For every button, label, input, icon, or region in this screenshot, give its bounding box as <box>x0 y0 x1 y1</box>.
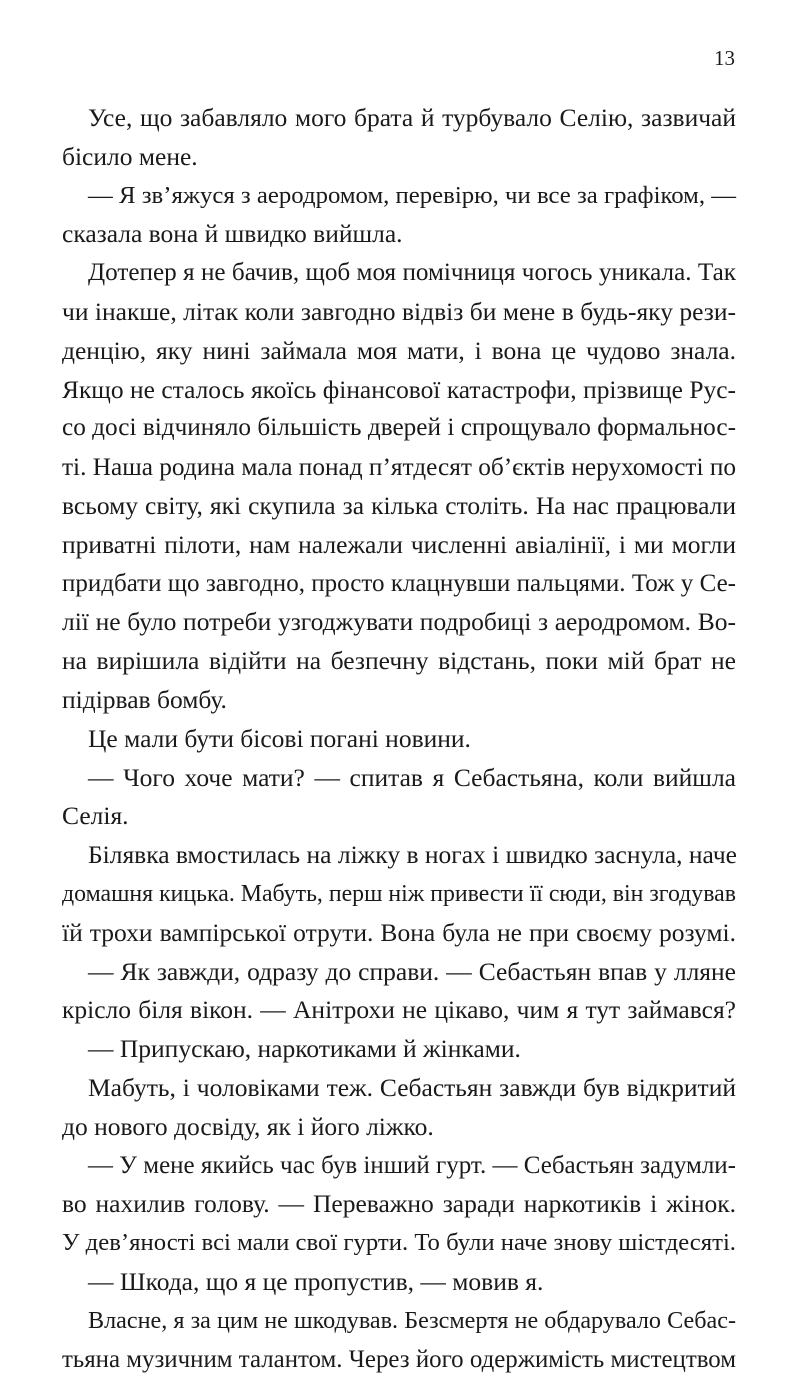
text-line: крісло біля вікон. — Анітрохи не цікаво, чим я тут займався? <box>62 991 736 1030</box>
text-line: Дотепер я не бачив, щоб моя помічниця чогось уникала. Так <box>88 254 736 293</box>
text-line: — У мене якийсь час був інший гурт. — Себастьян задумли- <box>88 1147 736 1186</box>
text-line: лії не було потреби узгоджувати подробиці з аеродромом. Во- <box>62 603 736 642</box>
text-line: — Припускаю, наркотиками й жінками. <box>88 1030 736 1069</box>
text-line: во нахилив голову. — Переважно заради наркотиків і жінок. <box>62 1185 736 1224</box>
text-line: — Як завжди, одразу до справи. — Себастьян впав у лляне <box>88 953 736 992</box>
text-line: підірвав бомбу. <box>62 681 736 720</box>
text-line: тьяна музичним талантом. Через його одержимість мистецтвом <box>62 1341 736 1379</box>
text-line: бісило мене. <box>62 138 736 177</box>
text-line: — Я зв’яжуся з аеродромом, перевірю, чи все за графіком, — <box>88 177 736 216</box>
text-line: Мабуть, і чоловіками теж. Себастьян завжди був відкритий <box>88 1069 736 1108</box>
text-line: до нового досвіду, як і його ліжко. <box>62 1108 736 1147</box>
text-line: придбати що завгодно, просто клацнувши пальцями. Тож у Се- <box>62 565 736 604</box>
text-line: Якщо не сталось якоїсь фінансової катастрофи, прізвище Рус- <box>62 371 736 410</box>
text-line: — Чого хоче мати? — спитав я Себастьяна, коли вийшла <box>88 759 736 798</box>
text-line: Селія. <box>62 797 736 836</box>
text-line: Усе, що забавляло мого брата й турбувало Селію, зазвичай <box>88 99 736 138</box>
text-line: денцію, яку нині займала моя мати, і вона це чудово знала. <box>62 332 736 371</box>
text-line: со досі відчиняло більшість дверей і спрощувало формальнос- <box>62 409 736 448</box>
text-line: Білявка вмостилась на ліжку в ногах і швидко заснула, наче <box>88 836 736 875</box>
text-line: чи інакше, літак коли завгодно відвіз би мене в будь-яку рези- <box>62 293 736 332</box>
text-line: приватні пілоти, нам належали численні авіалінії, і ми могли <box>62 526 736 565</box>
page-number: 13 <box>714 46 735 70</box>
body-text <box>88 99 736 1379</box>
text-line: Власне, я за цим не шкодував. Безсмертя не обдарувало Себас- <box>88 1302 736 1341</box>
text-line: Це мали бути бісові погані новини. <box>88 720 736 759</box>
text-line: на вирішила відійти на безпечну відстань, поки мій брат не <box>62 642 736 681</box>
text-line: У дев’яності всі мали свої гурти. То були наче знову шістдесяті. <box>62 1224 736 1263</box>
text-line: їй трохи вампірської отрути. Вона була не при своєму розумі. <box>62 914 736 953</box>
text-line: ті. Наша родина мала понад п’ятдесят об’єктів нерухомості по <box>62 448 736 487</box>
text-line: всьому світу, які скупила за кілька століть. На нас працювали <box>62 487 736 526</box>
text-line: сказала вона й швидко вийшла. <box>62 215 736 254</box>
text-line: — Шкода, що я це пропустив, — мовив я. <box>88 1263 736 1302</box>
text-line: домашня кицька. Мабуть, перш ніж привести її сюди, він згодував <box>62 875 736 914</box>
